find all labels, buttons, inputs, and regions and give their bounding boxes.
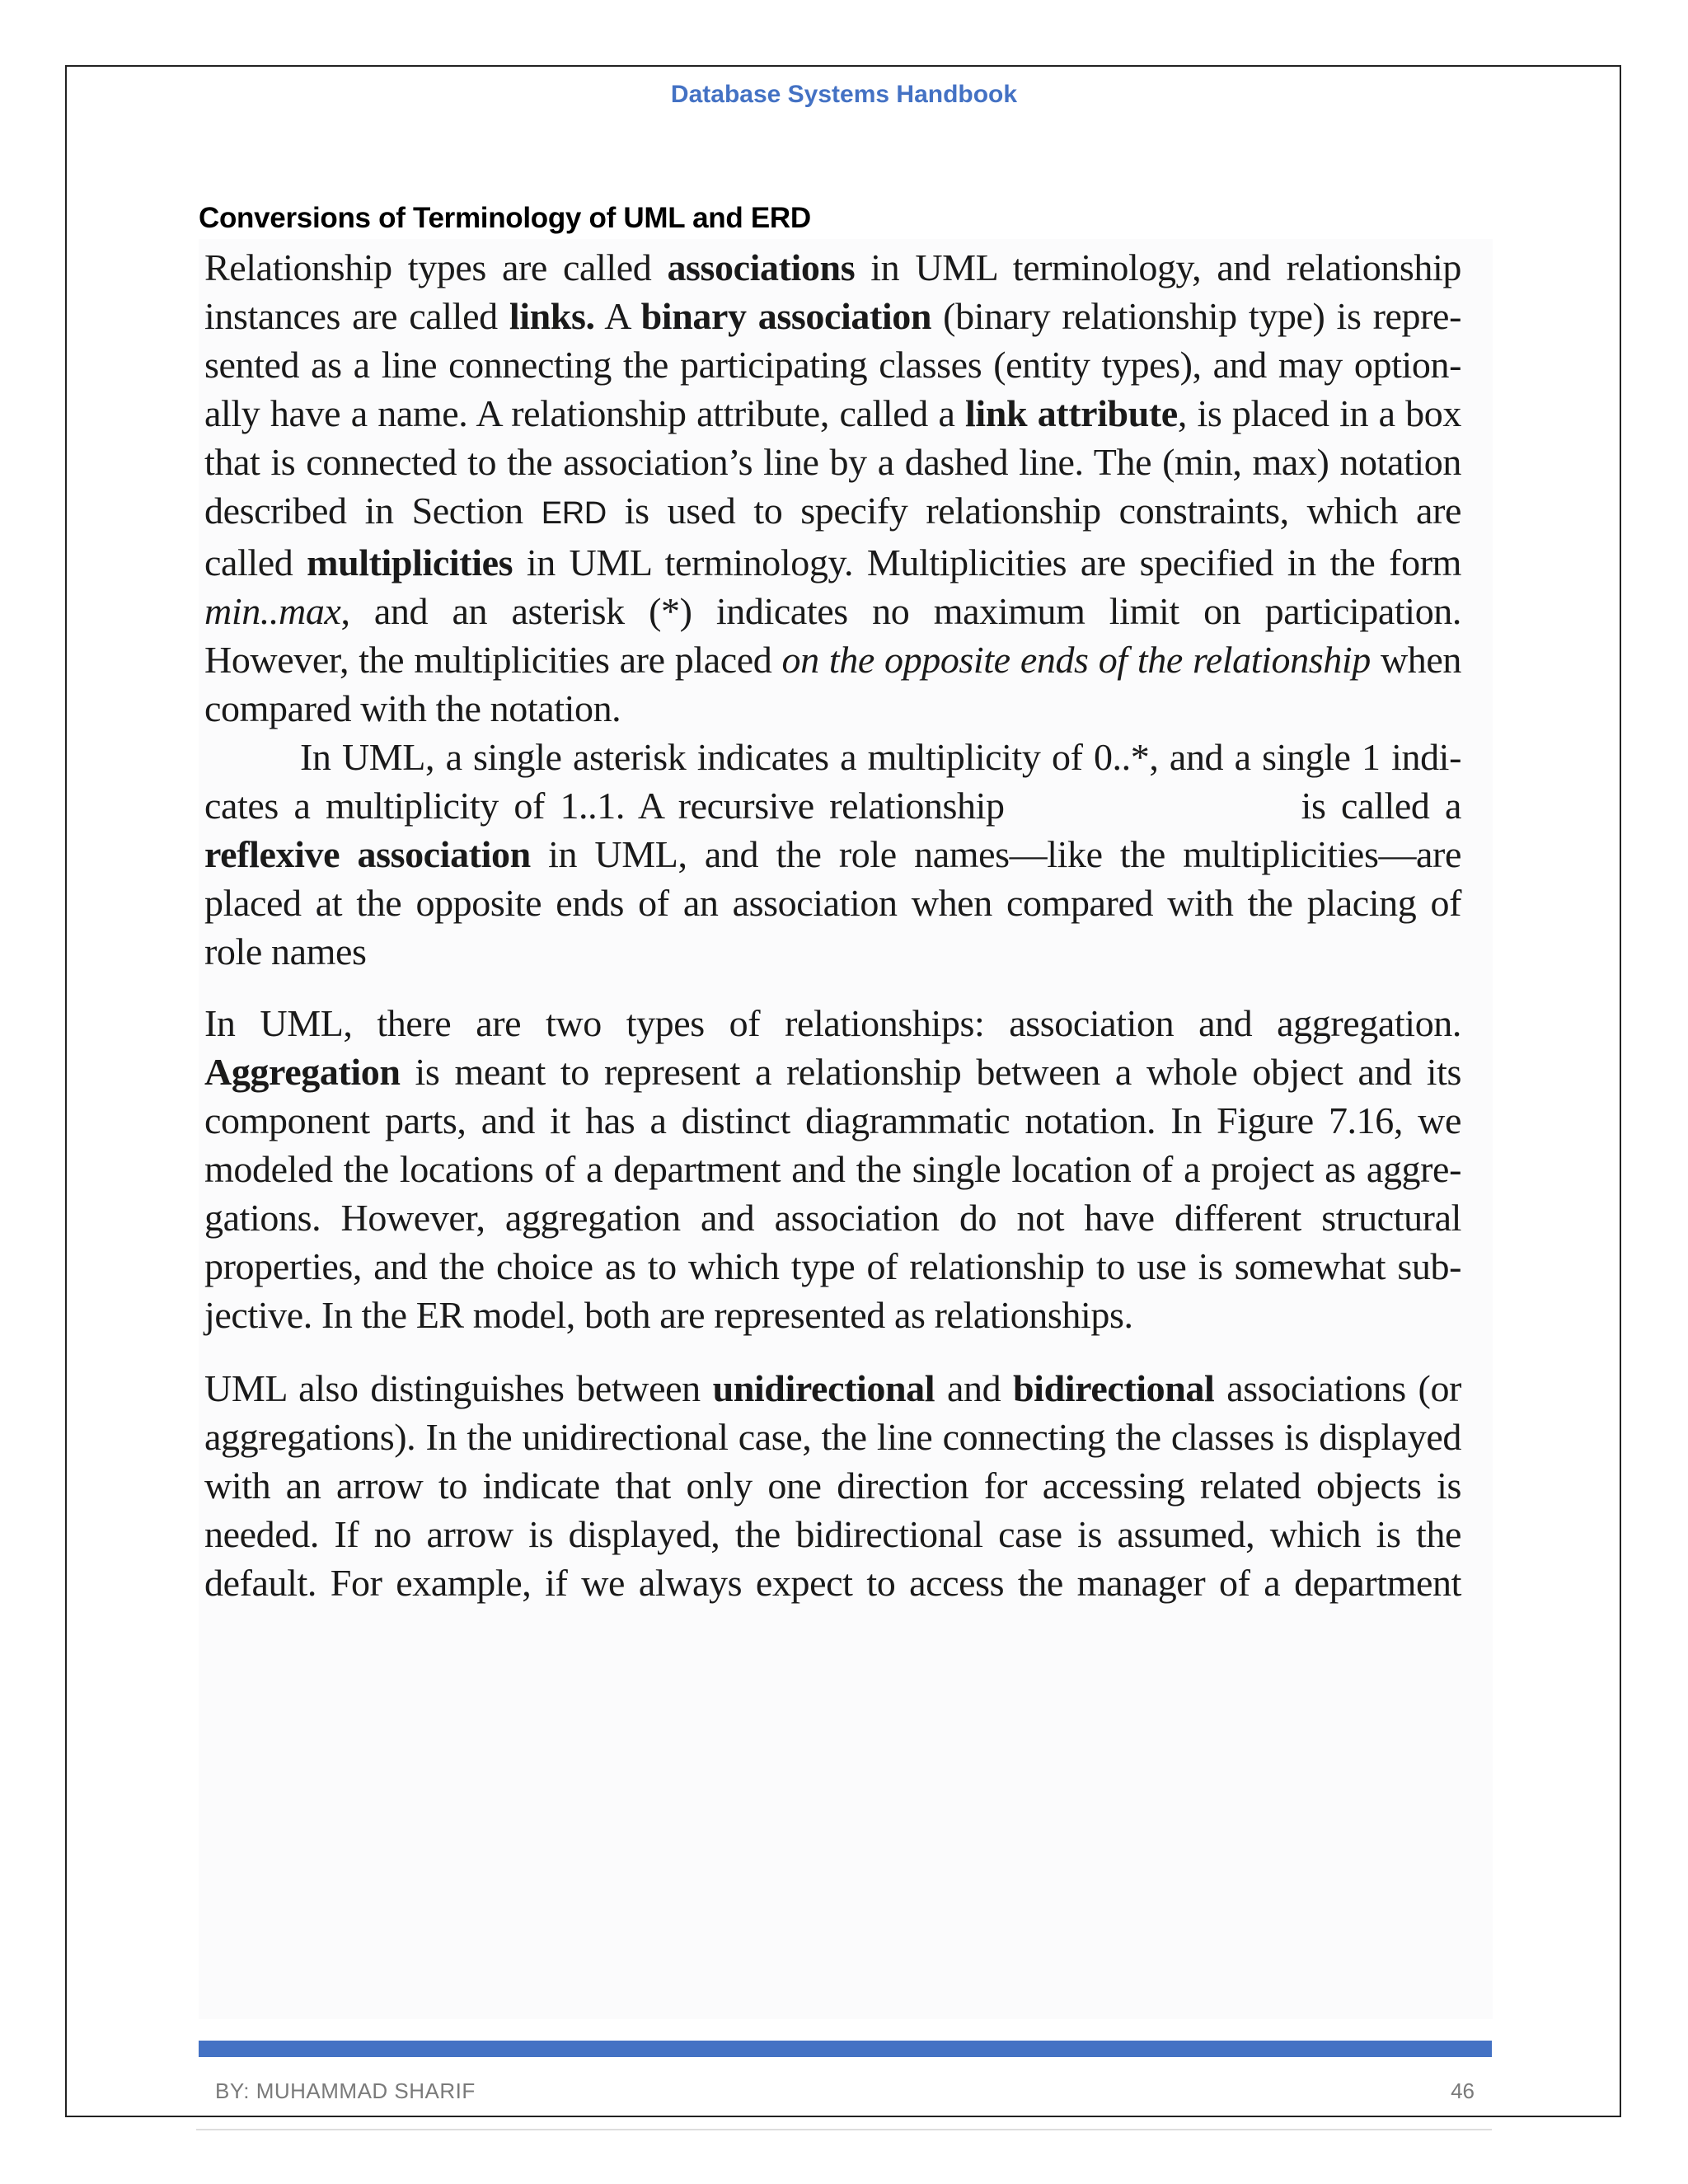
text-line: cates a multiplicity of 1..1. A recursive relationship is called a <box>204 785 1461 827</box>
text-line: properties, and the choice as to which type of relationship to use is somewhat sub- <box>204 1245 1461 1287</box>
text-line: aggregations). In the unidirectional case, the line connecting the classes is displayed <box>204 1416 1461 1458</box>
text-line: with an arrow to indicate that only one direction for accessing related objects is <box>204 1465 1461 1507</box>
text-line: Aggregation is meant to represent a relationship between a whole object and its <box>204 1051 1461 1093</box>
text-line: compared with the notation. <box>204 687 621 729</box>
text-line: instances are called links. A binary association (binary relationship type) is repre- <box>204 295 1461 337</box>
paragraph-aggregation <box>204 999 1461 1339</box>
bottom-divider <box>196 2129 1492 2130</box>
text-line: component parts, and it has a distinct diagrammatic notation. In Figure 7.16, we <box>204 1099 1461 1141</box>
footer-author: BY: MUHAMMAD SHARIF <box>215 2079 476 2103</box>
text-line: UML also distinguishes between unidirectional and bidirectional associations (or <box>204 1367 1461 1409</box>
paragraph-associations <box>204 243 1461 976</box>
text-line: default. For example, if we always expect to access the manager of a department <box>204 1562 1461 1604</box>
footer-accent-bar <box>199 2041 1492 2057</box>
running-header: Database Systems Handbook <box>670 81 1018 108</box>
page-number: 46 <box>1451 2079 1475 2103</box>
text-line: ally have a name. A relationship attribute, called a link attribute, is placed in a box <box>204 392 1461 434</box>
text-line: role names <box>204 930 367 972</box>
text-line: However, the multiplicities are placed on the opposite ends of the relationship when <box>204 639 1461 681</box>
text-line: modeled the locations of a department and the single location of a project as aggre- <box>204 1148 1461 1190</box>
text-line: In UML, a single asterisk indicates a multiplicity of 0..*, and a single 1 indi- <box>300 736 1461 778</box>
text-line: called multiplicities in UML terminology. Multiplicities are specified in the form <box>204 541 1461 583</box>
paragraph-directional <box>204 1364 1461 1607</box>
text-line: min..max, and an asterisk (*) indicates no maximum limit on participation. <box>204 590 1461 632</box>
text-line: reflexive association in UML, and the role names—like the multiplicities—are <box>204 833 1461 875</box>
text-line: sented as a line connecting the participating classes (entity types), and may option- <box>204 344 1461 386</box>
text-line: placed at the opposite ends of an association when compared with the placing of <box>204 882 1461 924</box>
text-line: needed. If no arrow is displayed, the bidirectional case is assumed, which is the <box>204 1513 1461 1555</box>
text-line: jective. In the ER model, both are represented as relationships. <box>204 1294 1133 1336</box>
text-line: In UML, there are two types of relationships: association and aggregation. <box>204 1002 1461 1044</box>
section-heading: Conversions of Terminology of UML and ERD <box>199 202 811 234</box>
text-line: Relationship types are called associations in UML terminology, and relationship <box>204 246 1461 288</box>
text-line: gations. However, aggregation and association do not have different structural <box>204 1197 1461 1239</box>
text-line: described in Section ERD is used to specify relationship constraints, which are <box>204 490 1462 532</box>
text-line: that is connected to the association’s line by a dashed line. The (min, max) notation <box>204 441 1461 483</box>
